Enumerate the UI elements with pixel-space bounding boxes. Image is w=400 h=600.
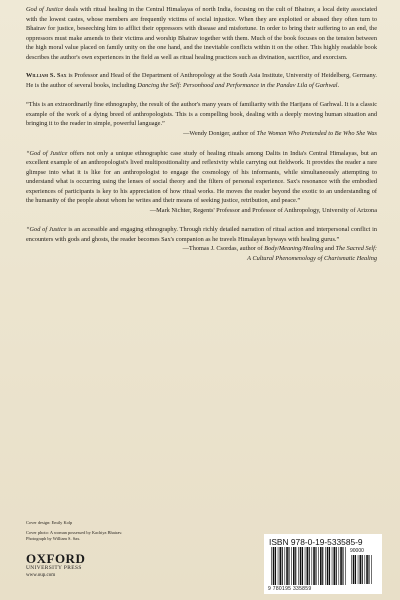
attribution-book: The Sacred Self:	[335, 245, 377, 253]
attribution-and: and	[323, 245, 336, 253]
blurb-text: “This is an extraordinarily fine ethnography, the result of the author's many years of familiarity with the Harijans of Garhwal. It is a classic example of the work of a dying breed of anthropologists. This is a compelling book, dealing with a deeply moving human situation and bringing it to the reader in simple, powerful language.”	[26, 101, 377, 128]
blurb-body: is an accessible and engaging ethnography. Through richly detailed narration of ritual action and interpersonal conflict in encounters with gods and ghosts, the reader becomes Sax's companion as he travels Himalayan byways with healing gurus.”	[26, 226, 377, 243]
author-book-title: Dancing the Self: Personhood and Performance in the Pandav Lila of Garhwal	[137, 81, 338, 89]
blurb-lead: “God of Justice	[26, 226, 67, 234]
attribution-book: A Cultural Phenomenology of Charismatic Healing	[247, 255, 377, 263]
price-barcode-icon	[350, 555, 374, 584]
blurb-csordas	[26, 225, 377, 263]
publisher-press: UNIVERSITY PRESS	[26, 565, 82, 571]
back-cover-text	[26, 5, 377, 264]
description-text: deals with ritual healing in the Central Himalayas of north India, focusing on the cult of Bhairav, a local deity associated with the lowest castes, whose members are frequently victims of social injustice. When they are exploited or abused they often turn to Bhairav for justice, beseeching him to afflict their oppressors with disease and misfortune. In order to bring their suffering to an end, the oppressors must make amends to their victims and worship Bhairav together with them. Much of the book focuses on the tension between the high moral value placed on family unity on the one hand, and the inevitable conflicts within it on the other. This highly readable book describes the author's own experiences in the field as well as ritual healing practices such as divination, sacrifice, and exorcism.	[26, 6, 378, 61]
publisher-name: OXFORD	[26, 551, 86, 566]
blurb-attribution-line2	[26, 254, 377, 264]
book-description	[26, 5, 377, 62]
blurb-lead: “God of Justice	[26, 149, 68, 157]
author-bio-end: .	[337, 81, 340, 89]
publisher-logo	[26, 552, 85, 579]
blurb-attribution	[26, 129, 377, 139]
description-book-title: God of Justice	[26, 6, 64, 13]
blurb-attribution: —Mark Nichter, Regents' Professor and Professor of Anthropology, University of Arizona	[149, 206, 377, 214]
blurb-text	[26, 225, 377, 244]
isbn-label: ISBN 978-0-19-533585-9	[269, 537, 363, 547]
attribution-book: Body/Meaning/Healing	[264, 245, 324, 253]
attribution-book: The Woman Who Pretended to Be Who She Was	[256, 130, 377, 138]
cover-credits	[26, 520, 122, 543]
barcode-icon	[270, 547, 348, 585]
price-code: 90000	[350, 548, 364, 554]
attribution-name: —Wendy Doniger, author of	[183, 130, 257, 138]
blurb-nichter	[26, 149, 377, 216]
blurb-body: offers not only a unique ethnographic case study of healing rituals among Dalits in India's Central Himalayas, but an excellent example of an anthropologist's lived multipositionality and reflexivity while carrying out fieldwork. It provides the reader a rare glimpse into what it is like for an anthropologist to engage the cosmology of his informants, while simultaneously attempting to understand what is occurring using the lenses of social theory and the filters of personal experience. Sax's resonance with the embodied experiences of participants is key to his appreciation of how ritual works. He moves the reader beyond the exotic to an understanding of the humanity of the people about whom he writes and their means of seeking justice, retribution, and peace.”	[26, 149, 377, 205]
blurb-doniger	[26, 100, 377, 138]
blurb-attribution	[26, 244, 377, 254]
author-name: William S. Sax	[26, 72, 67, 80]
attribution-name: —Thomas J. Csordas, author of	[182, 245, 265, 253]
design-credit: Cover design: Emily Kolp	[26, 520, 73, 525]
publisher-url: www.oup.com	[26, 573, 56, 578]
barcode-digits: 9 780195 335859	[268, 586, 312, 592]
author-bio-text: is Professor and Head of the Department of Anthropology at the South Asia Institute, University of Heidelberg, Germany. He is the author of several books, including	[26, 72, 377, 89]
photographer-credit: Photograph by William S. Sax.	[26, 536, 81, 541]
blurb-text	[26, 149, 377, 206]
photo-credit: Cover photo: A woman possessed by Kachiya Bhairav.	[26, 529, 123, 535]
author-bio	[26, 71, 377, 90]
barcode-box	[264, 534, 382, 594]
